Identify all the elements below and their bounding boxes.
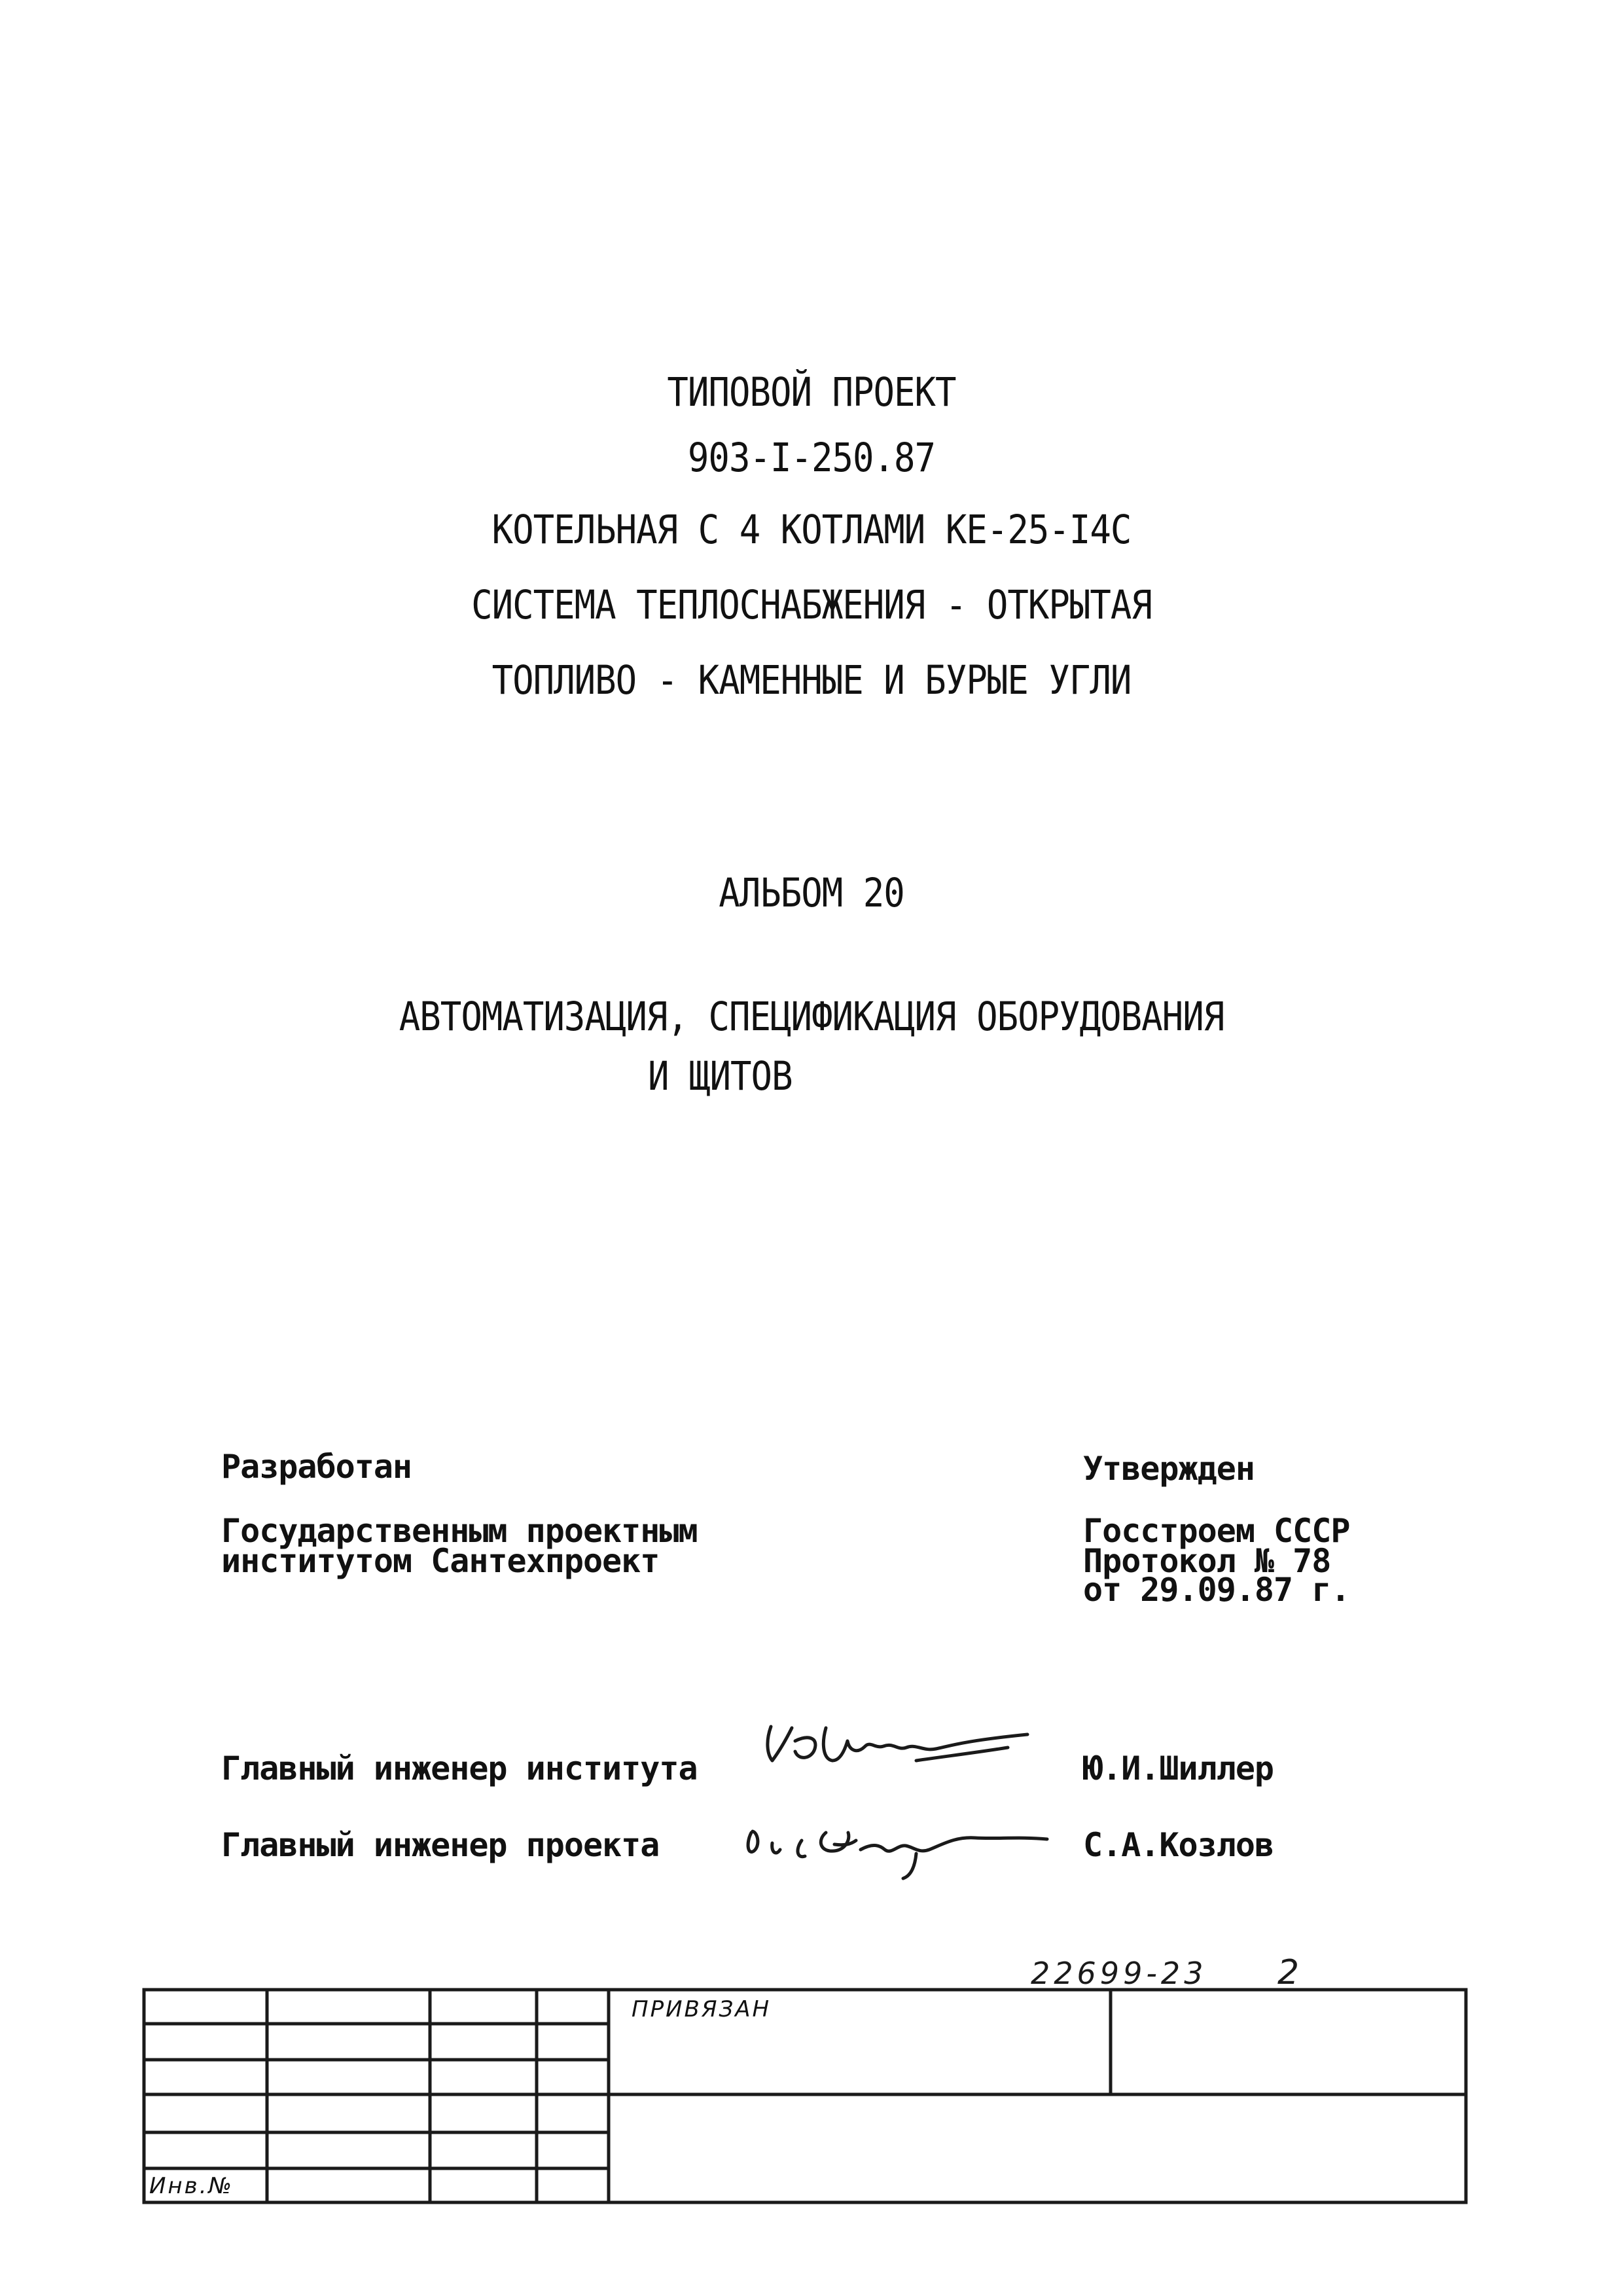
developed-heading: Разработан [221, 1448, 412, 1486]
developed-line1: Государственным проектным [221, 1512, 698, 1550]
album-subject-line1: АВТОМАТИЗАЦИЯ, СПЕЦИФИКАЦИЯ ОБОРУДОВАНИЯ [399, 994, 1224, 1040]
approved-line3: от 29.09.87 г. [1083, 1571, 1350, 1609]
signature-name-2: С.А.Козлов [1083, 1826, 1274, 1864]
project-type: ТИПОВОЙ ПРОЕКТ [667, 369, 956, 416]
developed-line2: институтом Сантехпроект [221, 1542, 660, 1580]
signature-role-1: Главный инженер института [221, 1749, 698, 1787]
album-subject-line2: И ЩИТОВ [648, 1053, 793, 1100]
signature-name-1: Ю.И.Шиллер [1083, 1749, 1274, 1787]
stamp-inv-label: Инв.№ [149, 2173, 234, 2199]
signature-2-mark [748, 1831, 1047, 1878]
approved-heading: Утвержден [1083, 1450, 1255, 1488]
project-title-line3: ТОПЛИВО - КАМЕННЫЕ И БУРЫЕ УГЛИ [491, 657, 1132, 704]
stamp-frame [144, 1990, 1466, 2202]
stamp-handwritten-number: 22699-23 [1031, 1956, 1207, 1991]
signature-1-mark [768, 1727, 1027, 1761]
album-label: АЛЬБОМ 20 [719, 870, 904, 916]
signature-role-2: Главный инженер проекта [221, 1826, 660, 1864]
stamp-handwritten-sheet: 2 [1277, 1953, 1304, 1992]
approved-line1: Госстроем СССР [1083, 1512, 1350, 1550]
stamp-privyazan-label: ПРИВЯЗАН [632, 1996, 772, 2022]
project-title-line1: КОТЕЛЬНАЯ С 4 КОТЛАМИ КЕ-25-I4С [491, 507, 1132, 553]
project-number: 903-I-250.87 [687, 435, 936, 481]
approved-line2: Протокол № 78 [1083, 1542, 1331, 1580]
project-title-line2: СИСТЕМА ТЕПЛОСНАБЖЕНИЯ - ОТКРЫТАЯ [471, 582, 1152, 628]
